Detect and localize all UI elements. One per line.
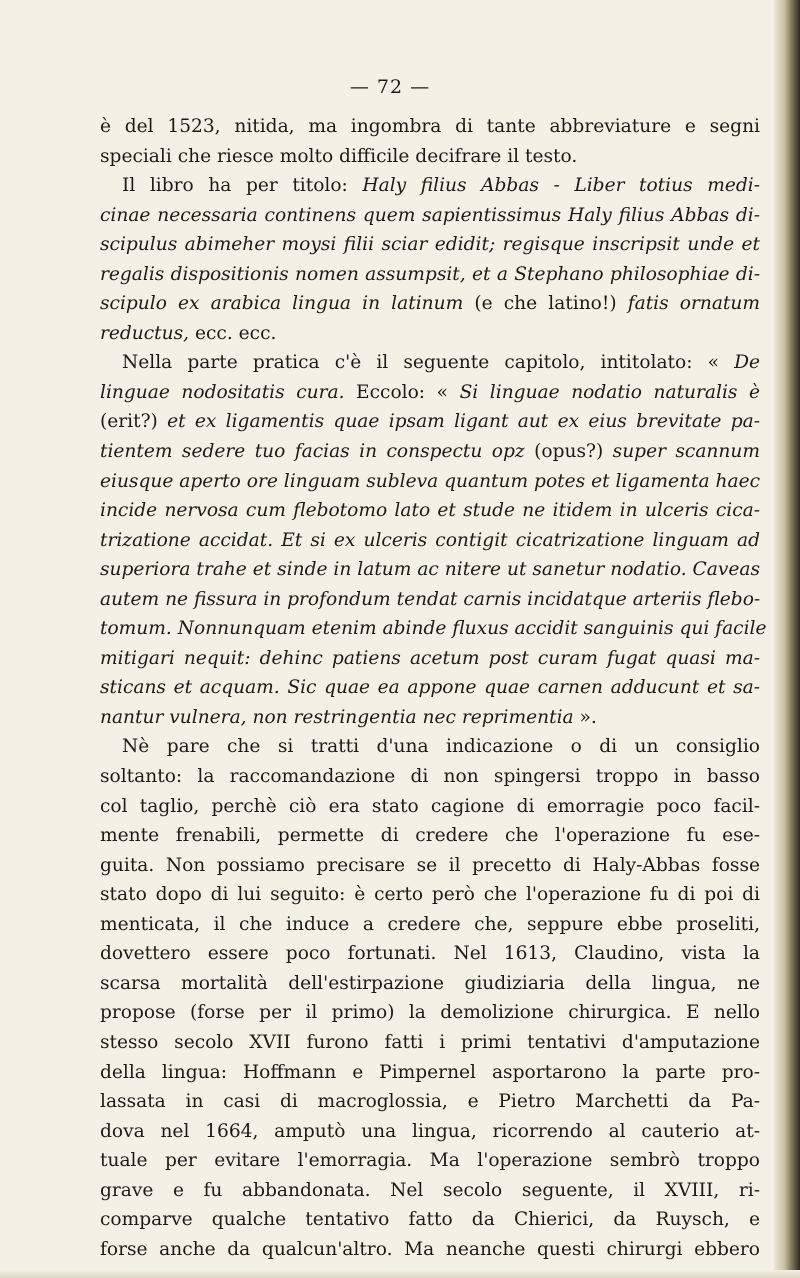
latin-quote-segment: eiusque aperto ore linguam subleva quantum potes et ligamenta haec (100, 470, 760, 492)
latin-quote-segment: regalis dispositionis nomen assumpsit, et a Stephano philosophiae di- (100, 263, 760, 285)
latin-quote-segment: Si linguae nodatio naturalis è (459, 381, 761, 403)
text-segment: dovettero essere poco fortunati. Nel 1613, Claudino, vista la (100, 943, 760, 965)
latin-quote-segment: autem ne fissura in profondum tendat carnis incidatque arteriis flebo- (100, 588, 761, 610)
text-line (100, 555, 760, 585)
text-line (100, 910, 760, 940)
text-line (100, 1028, 760, 1058)
text-line (100, 880, 760, 910)
text-line (100, 171, 760, 201)
text-line (100, 201, 760, 231)
text-segment: ». (573, 706, 597, 728)
text-line (100, 792, 760, 822)
text-segment: menticata, il che induce a credere che, seppure ebbe proseliti, (100, 913, 760, 935)
text-line (100, 644, 760, 674)
latin-quote-segment: De (734, 352, 760, 374)
text-line (100, 1205, 760, 1235)
text-line (100, 939, 760, 969)
latin-quote-segment: fatis ornatum (627, 293, 761, 315)
text-line (100, 1087, 760, 1117)
text-segment: della lingua: Hoffmann e Pimpernel asportarono la parte pro- (100, 1061, 760, 1083)
body-text (100, 112, 767, 1264)
text-line (100, 614, 767, 644)
text-segment: grave e fu abbandonata. Nel secolo seguente, il XVIII, ri- (100, 1179, 760, 1201)
latin-quote-segment: mitigari nequit: dehinc patiens acetum post curam fugat quasi ma- (100, 647, 760, 669)
text-line (100, 467, 760, 497)
text-line (100, 496, 760, 526)
text-segment: tuale per evitare l'emorragia. Ma l'operazione sembrò troppo (100, 1150, 760, 1172)
text-line (100, 142, 760, 172)
text-segment: (erit?) (100, 411, 168, 433)
text-line (100, 1235, 760, 1265)
text-line (100, 437, 760, 467)
text-line (100, 319, 760, 349)
text-line (100, 732, 760, 762)
text-segment: è del 1523, nitida, ma ingombra di tante abbreviature e segni (100, 116, 760, 137)
text-segment: speciali che riesce molto difficile decifrare il testo. (100, 145, 578, 167)
text-line (100, 1117, 760, 1147)
latin-quote-segment: tientem sedere tuo facias in conspectu opz (100, 441, 525, 463)
latin-quote-segment: superiora trahe et sinde in latum ac nitere ut sanetur nodatio. Caveas (100, 559, 760, 581)
text-line (100, 998, 760, 1028)
text-segment: scarsa mortalità dell'estirpazione giudiziaria della lingua, ne (100, 972, 760, 994)
text-line (100, 289, 760, 319)
latin-quote-segment: incide nervosa cum flebotomo lato et stude ne itidem in ulceris cica- (100, 500, 760, 522)
text-line (100, 1058, 760, 1088)
latin-quote-segment: scipulus abimeher moysi filii sciar edidit; regisque inscripsit unde et (100, 234, 760, 256)
latin-quote-segment: nantur vulnera, non restringentia nec reprimentia (100, 706, 574, 728)
latin-quote-segment: trizatione accidat. Et si ex ulceris contigit cicatrizatione linguam ad (100, 529, 760, 551)
latin-quote-segment: linguae nodositatis cura. (100, 381, 345, 403)
text-line (100, 260, 760, 290)
text-line (100, 821, 760, 851)
text-line (100, 851, 760, 881)
latin-quote-segment: et ex ligamentis quae ipsam ligant aut ex eius brevitate pa- (167, 411, 760, 433)
text-line (100, 762, 760, 792)
text-line (100, 407, 760, 437)
page-bottom-shadow (0, 1270, 800, 1278)
text-segment: Nella parte pratica c'è il seguente capitolo, intitolato: « (122, 352, 735, 374)
text-segment: col taglio, perchè ciò era stato cagione di emorragie poco facil- (100, 795, 760, 817)
latin-quote-segment: cinae necessaria continens quem sapientissimus Haly filius Abbas di- (100, 204, 760, 226)
text-segment: stato dopo di lui seguito: è certo però che l'operazione fu di poi di (100, 884, 760, 906)
text-line (100, 112, 760, 142)
text-segment: guita. Non possiamo precisare se il precetto di Haly-Abbas fosse (100, 854, 760, 876)
text-line (100, 673, 760, 703)
text-segment: forse anche da qualcun'altro. Ma neanche questi chirurgi ebbero (100, 1238, 760, 1260)
text-segment: dova nel 1664, amputò una lingua, ricorrendo al cauterio at- (100, 1120, 760, 1142)
page-edge-shadow (774, 0, 800, 1278)
text-line (100, 526, 760, 556)
text-segment: stesso secolo XVII furono fatti i primi tentativi d'amputazione (100, 1031, 760, 1053)
text-segment: Nè pare che si tratti d'una indicazione o di un consiglio (122, 736, 760, 758)
text-segment: mente frenabili, permette di credere che l'operazione fu ese- (100, 825, 760, 847)
latin-quote-segment: Haly filius Abbas - Liber totius medi- (362, 175, 760, 197)
text-line (100, 378, 760, 408)
page-number: — 72 — (349, 76, 431, 98)
latin-quote-segment: reductus, (100, 322, 190, 344)
text-line (100, 585, 760, 615)
text-line (100, 348, 760, 378)
text-segment: ecc. ecc. (189, 322, 277, 344)
text-segment: soltanto: la raccomandazione di non spingersi troppo in basso (100, 766, 760, 788)
text-segment: Eccolo: « (344, 381, 460, 403)
text-line (100, 1176, 760, 1206)
latin-quote-segment: super scannum (612, 441, 760, 463)
text-line (100, 1146, 760, 1176)
text-line (100, 703, 760, 733)
latin-quote-segment: scipulo ex arabica lingua in latinum (100, 293, 464, 315)
text-segment: lassata in casi di macroglossia, e Pietro Marchetti da Pa- (100, 1091, 760, 1113)
text-segment: propose (forse per il primo) la demolizione chirurgica. E nello (100, 1002, 760, 1024)
text-segment: (e che latino!) (463, 293, 628, 315)
text-segment: Il libro ha per titolo: (122, 175, 363, 197)
latin-quote-segment: sticans et acquam. Sic quae ea appone quae carnen adducunt et sa- (100, 677, 760, 699)
text-segment: comparve qualche tentativo fatto da Chierici, da Ruysch, e (100, 1209, 760, 1231)
latin-quote-segment: tomum. Nonnunquam etenim abinde fluxus accidit sanguinis qui facile (100, 618, 767, 640)
text-line (100, 230, 760, 260)
text-line (100, 969, 760, 999)
text-segment: (opus?) (524, 441, 613, 463)
